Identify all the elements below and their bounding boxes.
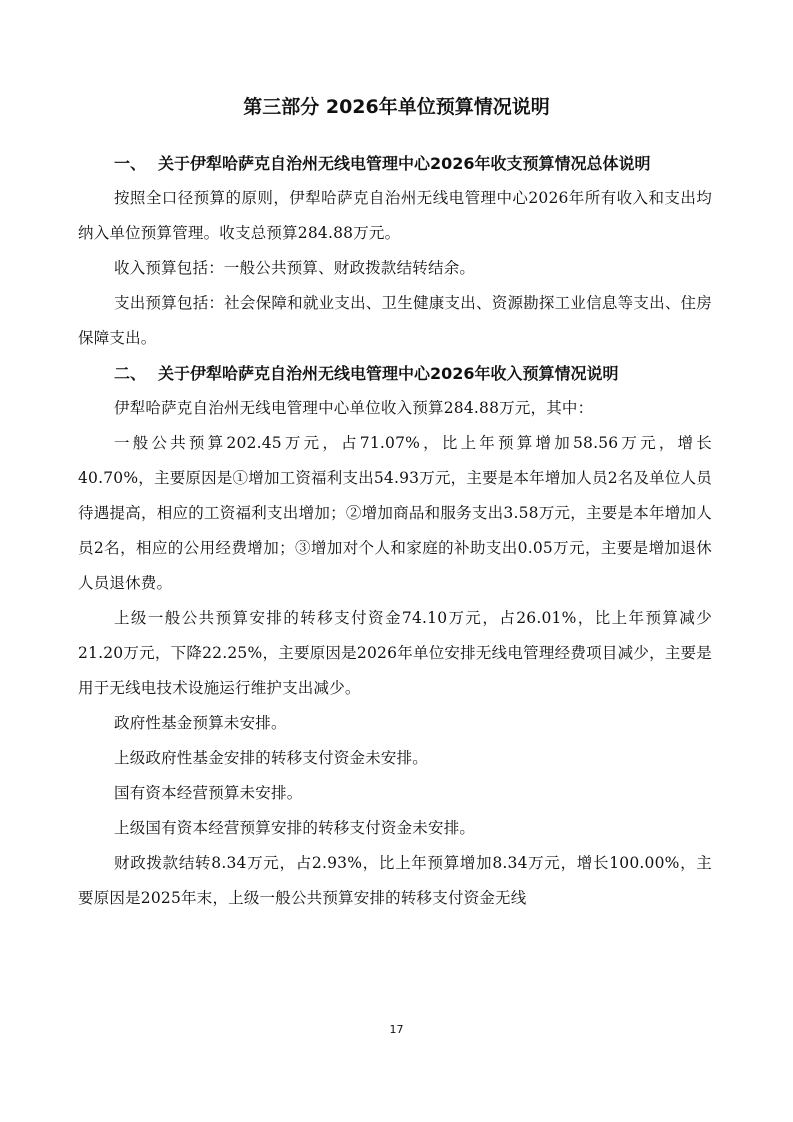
paragraph: 按照全口径预算的原则，伊犁哈萨克自治州无线电管理中心2026年所有收入和支出均纳入单位预算管理。收支总预算284.88万元。 <box>78 189 712 242</box>
paragraph: 上级一般公共预算安排的转移支付资金74.10万元，占26.01%，比上年预算减少21.20万元，下降22.25%，主要原因是2026年单位安排无线电管理经费项目减少，主要是用于无线电技术设施运行维护支出减少。 <box>78 609 712 697</box>
section-heading-text: 关于伊犁哈萨克自治州无线电管理中心2026年收入预算情况说明 <box>158 364 619 383</box>
section-number: 一、 <box>114 154 147 173</box>
paragraph: 国有资本经营预算未安排。 <box>114 784 303 802</box>
document-body <box>78 146 712 916</box>
page-title: 第三部分 2026年单位预算情况说明 <box>243 96 550 118</box>
paragraph: 支出预算包括：社会保障和就业支出、卫生健康支出、资源勘探工业信息等支出、住房保障支出。 <box>78 294 712 347</box>
section-number: 二、 <box>114 364 147 383</box>
paragraph: 伊犁哈萨克自治州无线电管理中心单位收入预算284.88万元，其中： <box>114 399 594 417</box>
section-heading-text: 关于伊犁哈萨克自治州无线电管理中心2026年收支预算情况总体说明 <box>158 154 651 173</box>
paragraph: 收入预算包括：一般公共预算、财政拨款结转结余。 <box>114 259 476 277</box>
paragraph: 政府性基金预算未安排。 <box>114 714 287 732</box>
section-heading-2 <box>78 356 712 391</box>
paragraph: 上级国有资本经营预算安排的转移支付资金未安排。 <box>114 819 476 837</box>
paragraph: 财政拨款结转8.34万元，占2.93%，比上年预算增加8.34万元，增长100.00%，主要原因是2025年末，上级一般公共预算安排的转移支付资金无线 <box>78 854 712 907</box>
section-heading-1 <box>78 146 712 181</box>
page-number: 17 <box>389 1023 404 1036</box>
paragraph: 一般公共预算202.45万元，占71.07%，比上年预算增加58.56万元，增长40.70%，主要原因是①增加工资福利支出54.93万元，主要是本年增加人员2名及单位人员待遇提高，相应的工资福利支出增加；②增加商品和服务支出3.58万元，主要是本年增加人员2名，相应的公用经费增加；③增加对个人和家庭的补助支出0.05万元，主要是增加退休人员退休费。 <box>78 434 712 592</box>
paragraph: 上级政府性基金安排的转移支付资金未安排。 <box>114 749 429 767</box>
